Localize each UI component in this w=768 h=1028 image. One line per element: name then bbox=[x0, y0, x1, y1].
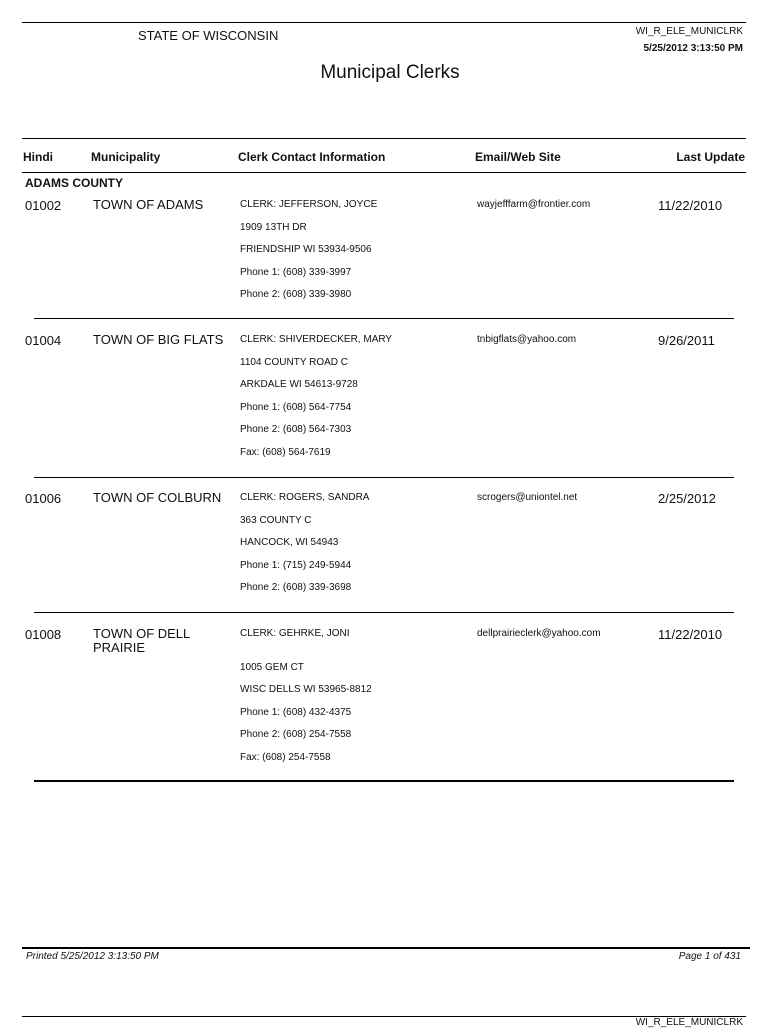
email-address: scrogers@uniontel.net bbox=[477, 492, 578, 503]
contact-line: Phone 2: (608) 339-3980 bbox=[240, 289, 352, 301]
municipality-code: 01008 bbox=[25, 627, 62, 642]
municipality-name: TOWN OF ADAMS bbox=[93, 197, 204, 212]
state-name: STATE OF WISCONSIN bbox=[138, 28, 279, 43]
contact-line: HANCOCK, WI 54943 bbox=[240, 537, 339, 549]
record-separator bbox=[34, 318, 734, 319]
record-separator bbox=[34, 477, 734, 478]
county-heading: ADAMS COUNTY bbox=[25, 176, 123, 190]
contact-line: CLERK: GEHRKE, JONI bbox=[240, 628, 350, 639]
column-header-last-update: Last Update bbox=[676, 150, 745, 164]
next-page-report-id: WI_R_ELE_MUNICLRK bbox=[635, 1017, 743, 1028]
contact-line: CLERK: ROGERS, SANDRA bbox=[240, 492, 370, 503]
table-header-bottom-rule bbox=[22, 172, 746, 173]
contact-line: Phone 1: (608) 339-3997 bbox=[240, 266, 352, 278]
printed-timestamp: Printed 5/25/2012 3:13:50 PM bbox=[26, 951, 159, 962]
last-update-date: 11/22/2010 bbox=[658, 198, 723, 213]
municipality-code: 01006 bbox=[25, 491, 62, 506]
municipality-code: 01004 bbox=[25, 333, 62, 348]
contact-line: Fax: (608) 564-7619 bbox=[240, 446, 331, 458]
municipality-code: 01002 bbox=[25, 198, 62, 213]
contact-line-blank bbox=[240, 651, 372, 662]
record-separator bbox=[34, 612, 734, 613]
contact-line: Phone 1: (715) 249-5944 bbox=[240, 559, 352, 571]
contact-line: Phone 2: (608) 564-7303 bbox=[240, 424, 352, 436]
contact-line: Phone 1: (608) 432-4375 bbox=[240, 706, 352, 718]
clerk-contact-info bbox=[240, 334, 392, 470]
email-address: dellprairieclerk@yahoo.com bbox=[477, 628, 601, 639]
email-address: tnbigflats@yahoo.com bbox=[477, 334, 577, 345]
contact-line: Phone 2: (608) 339-3698 bbox=[240, 582, 352, 594]
column-header-email: Email/Web Site bbox=[475, 150, 561, 164]
contact-line: 363 COUNTY C bbox=[240, 514, 312, 526]
municipality-name: TOWN OF BIG FLATS bbox=[93, 332, 224, 347]
contact-line: FRIENDSHIP WI 53934-9506 bbox=[240, 244, 372, 256]
contact-line: Phone 2: (608) 254-7558 bbox=[240, 729, 352, 741]
header-top-rule bbox=[22, 22, 746, 23]
contact-line: CLERK: JEFFERSON, JOYCE bbox=[240, 199, 378, 210]
record-separator-final bbox=[34, 780, 734, 782]
municipality-name: TOWN OF DELL PRAIRIE bbox=[93, 626, 190, 655]
table-header-top-rule bbox=[22, 138, 746, 139]
contact-line: 1909 13TH DR bbox=[240, 221, 307, 233]
last-update-date: 2/25/2012 bbox=[658, 491, 716, 506]
contact-line: WISC DELLS WI 53965-8812 bbox=[240, 684, 372, 696]
page-title: Municipal Clerks bbox=[320, 62, 460, 83]
clerk-contact-info bbox=[240, 628, 372, 775]
contact-line: 1104 COUNTY ROAD C bbox=[240, 356, 348, 368]
email-address: wayjefffarm@frontier.com bbox=[477, 199, 591, 210]
contact-line: ARKDALE WI 54613-9728 bbox=[240, 379, 358, 391]
contact-line: Phone 1: (608) 564-7754 bbox=[240, 401, 352, 413]
page-number: Page 1 of 431 bbox=[678, 951, 741, 962]
footer-rule bbox=[22, 947, 750, 949]
contact-line: CLERK: SHIVERDECKER, MARY bbox=[240, 334, 393, 345]
last-update-date: 9/26/2011 bbox=[658, 333, 715, 348]
contact-line: 1005 GEM CT bbox=[240, 661, 304, 673]
clerk-contact-info bbox=[240, 492, 369, 605]
column-header-contact: Clerk Contact Information bbox=[238, 150, 386, 164]
municipality-name: TOWN OF COLBURN bbox=[93, 490, 222, 505]
report-id: WI_R_ELE_MUNICLRK bbox=[635, 26, 743, 37]
last-update-date: 11/22/2010 bbox=[658, 627, 723, 642]
contact-line: Fax: (608) 254-7558 bbox=[240, 751, 331, 763]
column-header-municipality: Municipality bbox=[91, 150, 161, 164]
clerk-contact-info bbox=[240, 199, 377, 312]
report-timestamp: 5/25/2012 3:13:50 PM bbox=[643, 43, 743, 54]
column-header-hindi: Hindi bbox=[23, 150, 53, 164]
